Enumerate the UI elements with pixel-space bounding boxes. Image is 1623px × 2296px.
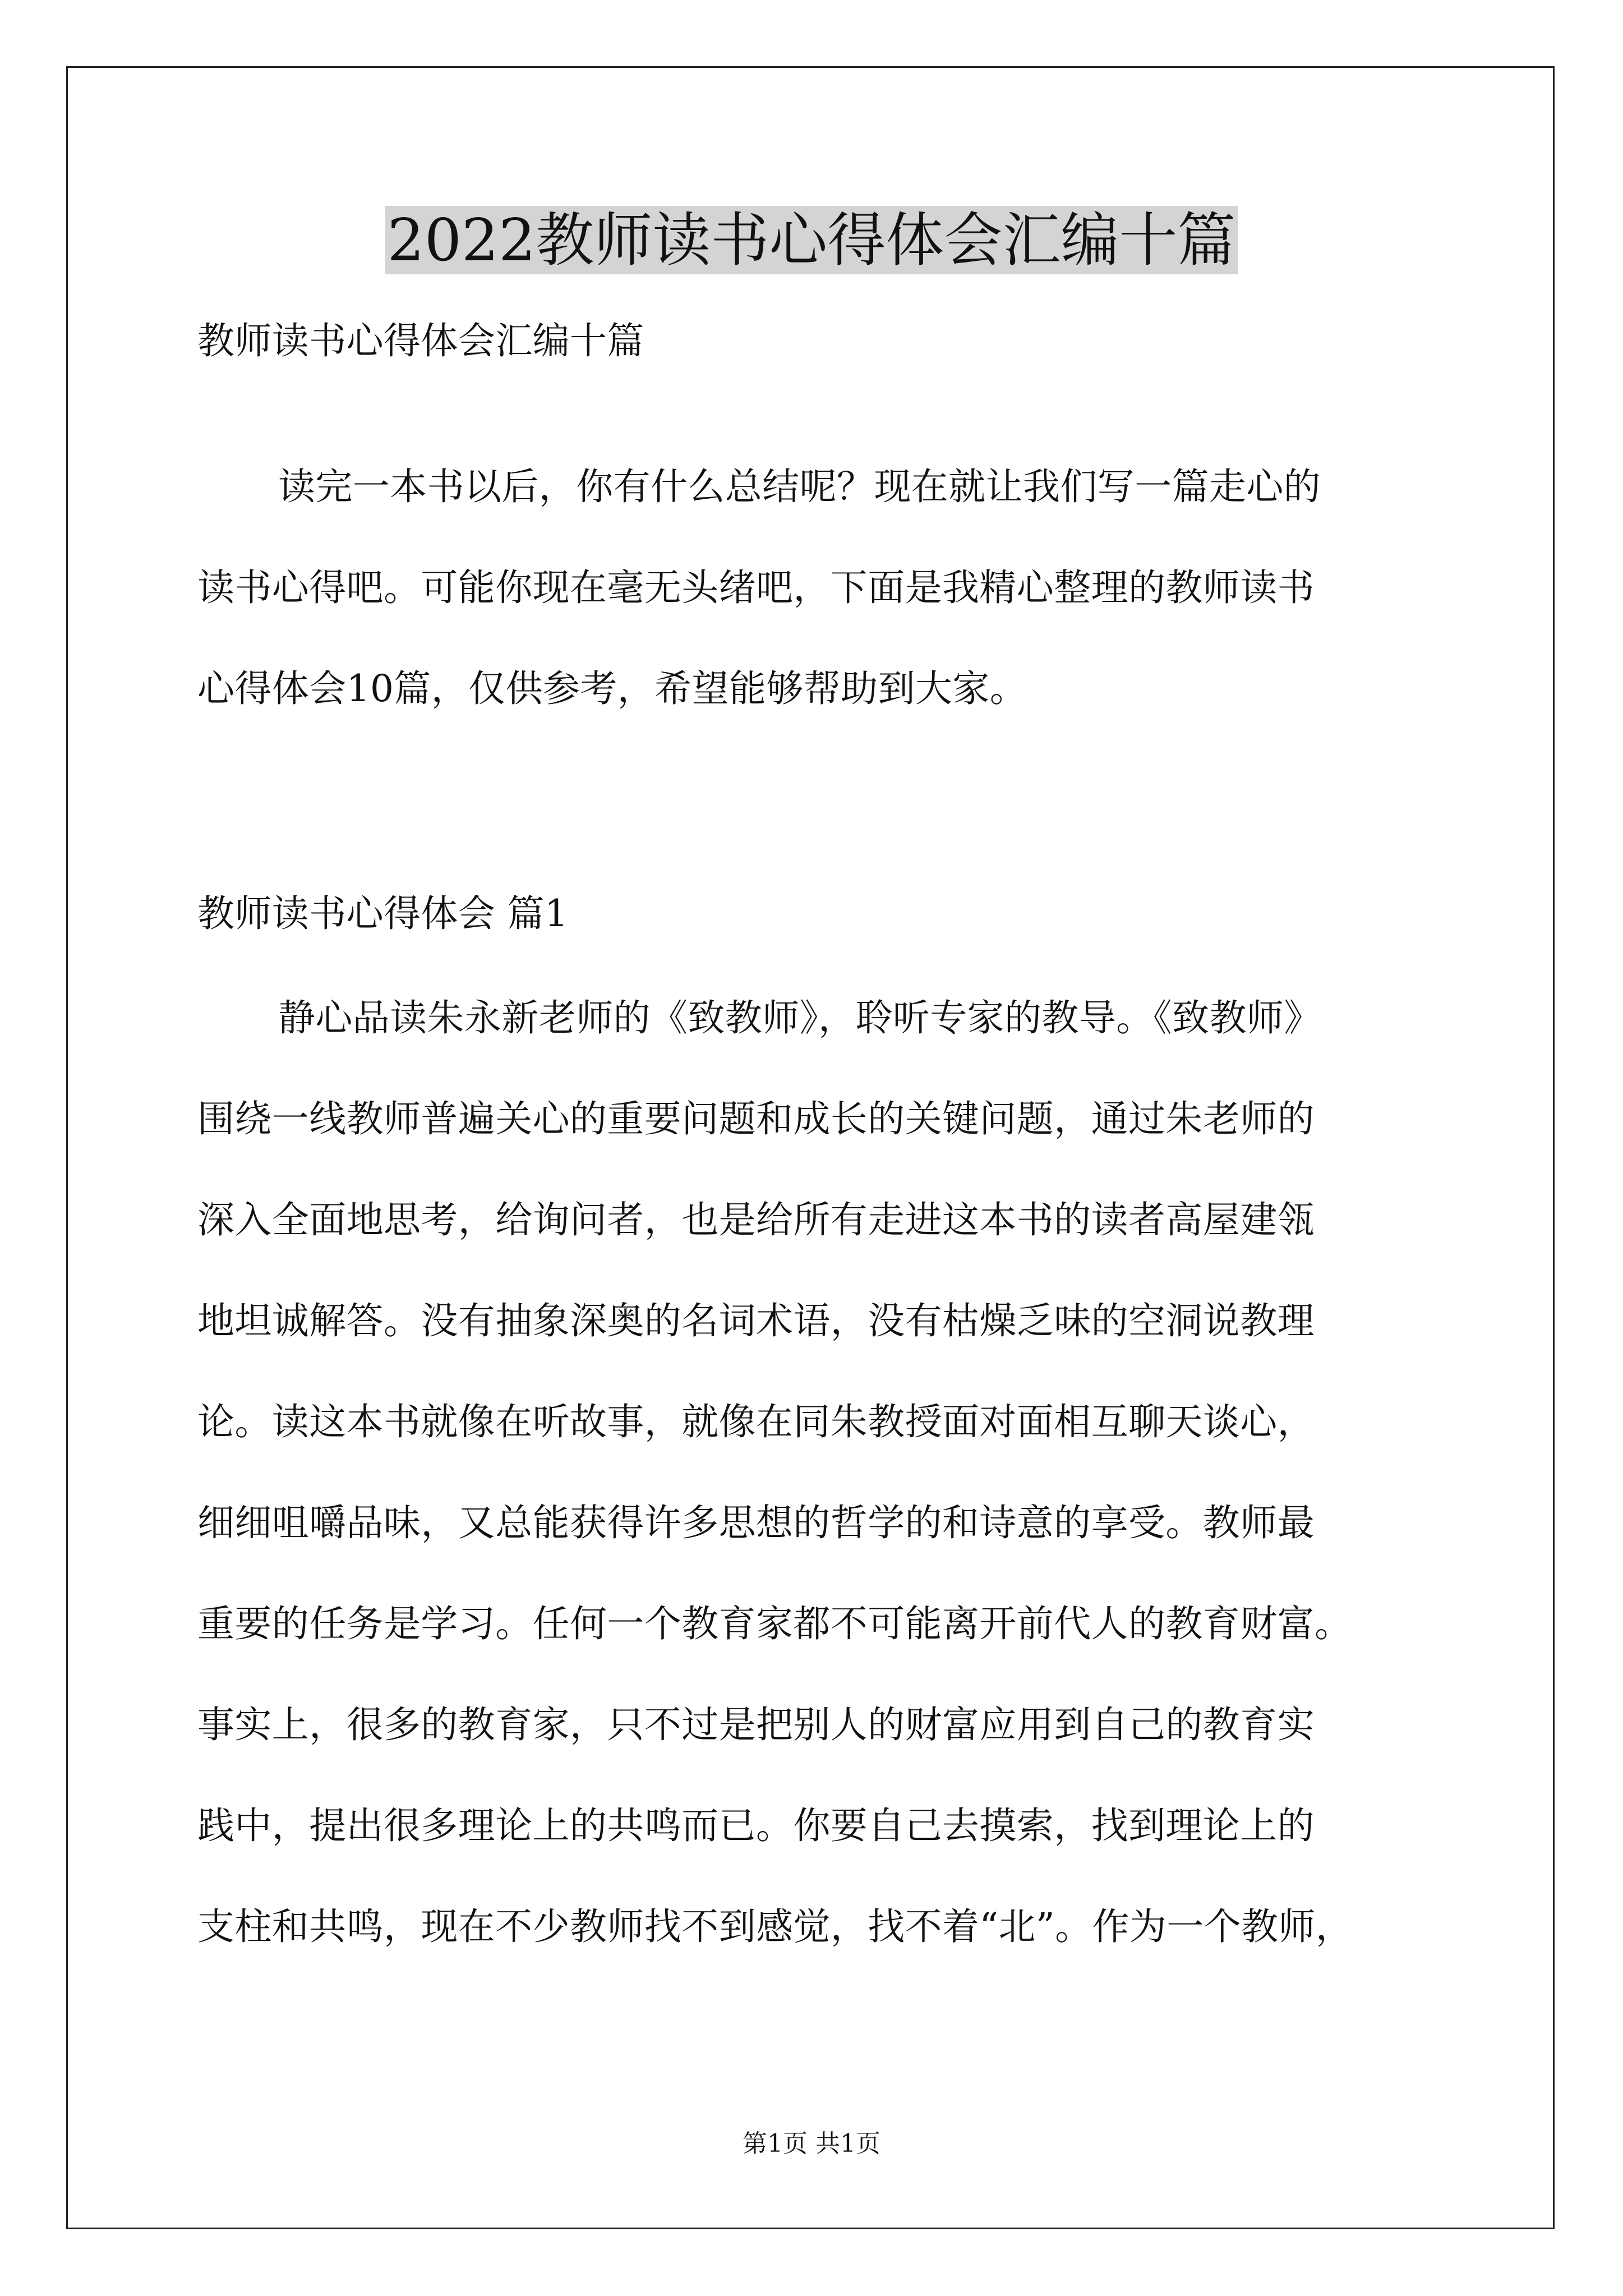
body-line-6: 细细咀嚼品味，又总能获得许多思想的哲学的和诗意的享受。教师最 bbox=[197, 1501, 1315, 1544]
body-line-5: 论。读这本书就像在听故事，就像在同朱教授面对面相互聊天谈心， bbox=[197, 1400, 1315, 1443]
intro-line-3: 心得体会10篇，仅供参考，希望能够帮助到大家。 bbox=[197, 667, 1027, 710]
body-line-9: 践中，提出很多理论上的共鸣而已。你要自己去摸索，找到理论上的 bbox=[197, 1804, 1315, 1847]
intro-line-2: 读书心得吧。可能你现在毫无头绪吧，下面是我精心整理的教师读书 bbox=[197, 566, 1315, 609]
document-title bbox=[0, 201, 1623, 279]
document-title-text: 2022教师读书心得体会汇编十篇 bbox=[385, 206, 1238, 274]
section-heading-1: 教师读书心得体会 篇1 bbox=[197, 892, 569, 935]
body-line-4: 地坦诚解答。没有抽象深奥的名词术语，没有枯燥乏味的空洞说教理 bbox=[197, 1299, 1315, 1342]
body-line-7: 重要的任务是学习。任何一个教育家都不可能离开前代人的教育财富。 bbox=[197, 1602, 1352, 1645]
subtitle-line: 教师读书心得体会汇编十篇 bbox=[197, 319, 644, 362]
body-line-3: 深入全面地思考，给询问者，也是给所有走进这本书的读者高屋建瓴 bbox=[197, 1198, 1315, 1241]
page-number-footer: 第1页 共1页 bbox=[743, 2129, 880, 2158]
body-line-8: 事实上，很多的教育家，只不过是把别人的财富应用到自己的教育实 bbox=[197, 1703, 1315, 1746]
body-line-2: 围绕一线教师普遍关心的重要问题和成长的关键问题，通过朱老师的 bbox=[197, 1097, 1315, 1140]
body-line-1: 静心品读朱永新老师的《致教师》，聆听专家的教导。《致教师》 bbox=[278, 996, 1321, 1039]
body-line-10: 支柱和共鸣，现在不少教师找不到感觉，找不着“北”。作为一个教师， bbox=[197, 1905, 1353, 1948]
intro-line-1: 读完一本书以后，你有什么总结呢？现在就让我们写一篇走心的 bbox=[278, 465, 1321, 508]
